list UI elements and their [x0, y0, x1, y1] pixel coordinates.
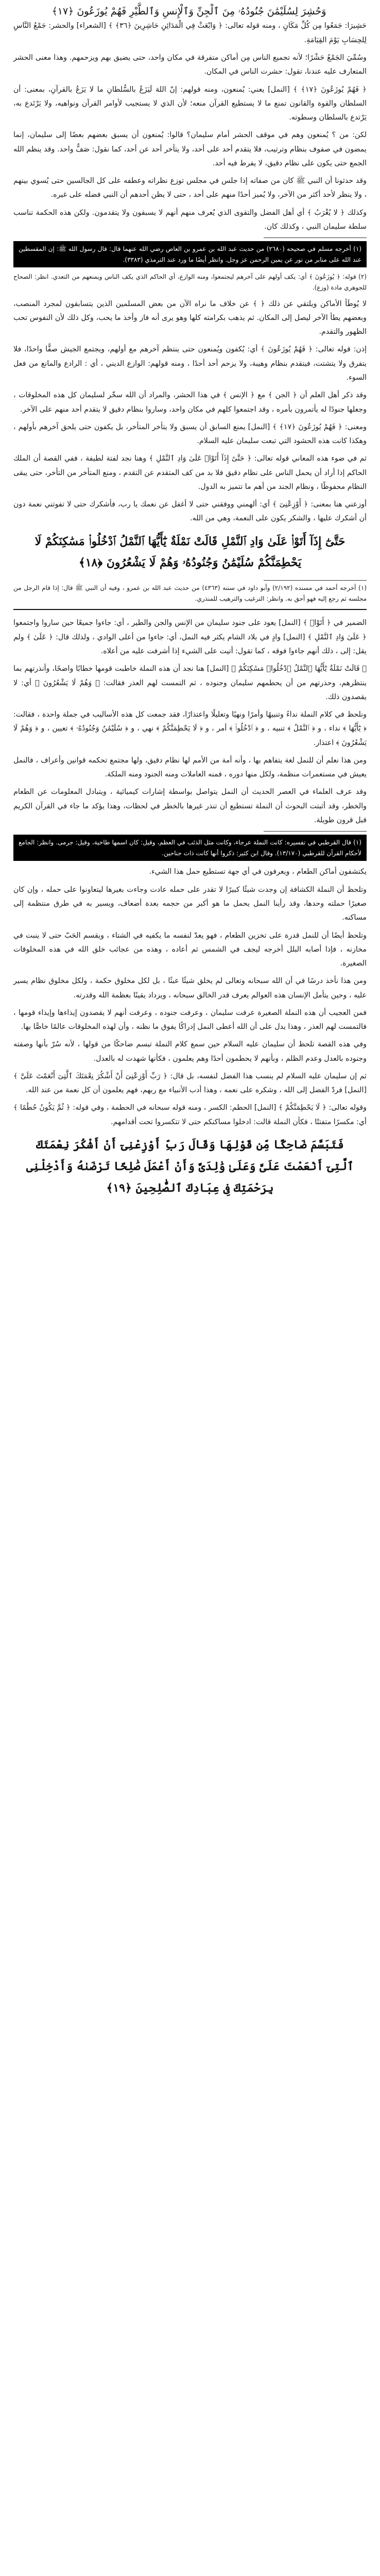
commentary-paragraph: ﴿ قَالَتْ نَمْلَةٌ يَٰٓأَيُّهَا ٱلنَّمْلُ ٱدْخُلُوا۟ مَسَٰكِنَكُمْ ﴾ [النمل] هنا نجد أن هذه النملة خاطبت قومها خطابًا واضحًا، وأنذرتهم بما ينتظرهم، وحذرتهم من أن يحطمهم سليمان وجنوده ، ثم التمست لهم العذر فقالت: ﴿ وَهُمْ لَا يَشْعُرُونَ ﴾ أي: لا يقصدون ذلك. [13, 665, 367, 701]
page-separator [13, 609, 367, 610]
commentary-paragraph: إذن: قوله تعالى: ﴿ فَهُمْ يُوزَعُونَ ﴾ أي: يُكفون ويُمنعون حتى ينتظم آخرهم مع أولهم، ويجتمع الجيش صفًّا واحدًا، فلا يتفرق ولا يتشتت، فيتقدم بنظام وهيبة، ولا يزحم أحد أحدًا ، ومنه قولهم: الوازع الديني ، أي : الرادع والمانع من فعل السوء. [13, 345, 367, 382]
commentary-paragraph: الضمير في ﴿ أَتَوْا۟ ﴾ [النمل] يعود على جنود سليمان من الإنس والجن والطير ، أي: جاءوا جميعًا حين ساروا واجتمعوا ﴿ عَلَىٰ وَادِ ٱلنَّمْلِ ﴾ [النمل] وادٍ في بلاد الشام يكثر فيه النمل، أي: جاءوا من أعلى الوادي ، ولذلك قال: ﴿ عَلَىٰ ﴾ ولم يقل: إلى ، ذلك أنهم جاءوا فوقه ، كما تقول: أتيت على الشيء إذا أشرفت عليه من أعلاه. [13, 619, 367, 656]
commentary-paragraph: لكن: من ؟ يُمنعون وهم في موقف الحشر أمام سليمان؟ قالوا: يُمنعون أن يسبق بعضهم بعضًا إلى سليمان، إنما يمضون في صفوف بنظام وترتيب، فلا يتقدم أحد على أحد، ولا يتأخر أحد عن أحد، كما نقول: صَفٌّ واحد. وقد ينظم الله الجمع حتى يكون على نظام دقيق، لا يفرط فيه أحد. [13, 131, 367, 167]
footnote: (٢) قوله: ﴿ يُوزَعُونَ ﴾ أي: يكف أولهم على آخرهم ليجتمعوا، ومنه الوازع، أي الحاكم الذي يكف الناس ويمنعهم من التعدي. انظر: الصحاح للجوهري مادة (وزع). [13, 273, 367, 292]
commentary-paragraph: وقد حدثونا أن النبي ﷺ كان من صفاته إذا جلس في مجلس توزع نظراته وعطفه على كل الجالسين حتى يُسوي بينهم ، ولا ينظر لأحد أكثر من الآخر، ولا يُميز أحدًا منهم على أحد ، حتى لا يظن أحدهم أن النبي فضله على غيره. [13, 177, 367, 199]
commentary-paragraph: ومن هذا نعلم أن للنمل لغة يتفاهم بها ، وأنه أمة من الأمم لها نظام دقيق، ولها مجتمع تحكمه قوانين وأعراف ، فالنمل يعيش في مستعمرات منظمة، ولكل منها دوره ، فمنه العاملات ومنه الجنود ومنه الملكة. [13, 756, 367, 779]
commentary-paragraph: ثم في ضوء هذه المعاني قوله تعالى: ﴿ حَتَّىٰٓ إِذَآ أَتَوْا۟ عَلَىٰ وَادِ ٱلنَّمْلِ ﴾ وهنا نجد لفتة لطيفة ، ففي القصة أن الملك الحاكم إذا أراد أن يحمل الناس على نظام دقيق فلا بد من كف المتقدم عن التقدم ، ومنع المتأخر من التأخر، حتى يبقى النظام محفوظًا ، ونظام الجند من أهم ما تتميز به الدول. [13, 454, 367, 491]
footnote-highlighted: (١) أخرجه مسلم في صحيحه (٢٦٨٠) من حديث عبد الله بن عمرو بن العاص رضي الله عنهما قال: قال رسول الله ﷺ: إن المقسطين عند الله على منابر من نور عن يمين الرحمن عز وجل. وانظر أيضًا ما ورد عند الترمذي (٣٣٨٣). [13, 241, 367, 267]
commentary-paragraph: وتلحظ أن النملة الكشافة إن وجدت شيئًا كبيرًا لا تقدر على حمله عادت وجاءت بغيرها ليتعاونوا على حمله ، وإن كان صغيرًا حملته وحدها، وقد رأينا النمل يحمل ما هو أكبر من حجمه بعدة أضعاف، ويسير به في طرق منتظمة إلى مساكنه. [13, 885, 367, 922]
quran-verse-calligraphy: حَتَّىٰٓ إِذَآ أَتَوْا۟ عَلَىٰ وَادِ ٱلنَّمْلِ قَالَتْ نَمْلَةٌ يَٰٓأَيُّهَا ٱلنَّمْلُ ٱدْخُلُوا۟ مَسَٰكِنَكُمْ لَا يَحْطِمَنَّكُمْ سُلَيْمَٰنُ وَجُنُودُهُۥ وَهُمْ لَا يَشْعُرُونَ ﴿١٨﴾ [34, 534, 346, 570]
verse-banner-text: وَحُشِرَ لِسُلَيْمَٰنَ جُنُودُهُۥ مِنَ ٱلْجِنِّ وَٱلْإِنسِ وَٱلطَّيْرِ فَهُمْ يُوزَعُونَ ﴿١٧﴾ [51, 6, 326, 17]
commentary-paragraph: أوزعني هنا بمعنى: ﴿ أَوْزِعْنِىٓ ﴾ أي: ألهمني ووفقني حتى لا أغفل عن نعمك يا رب، فأشكرك حتى لا تفوتني نعمة دون أن أشكرك عليها ، والشكر يكون على النعمة، وهي من الله. [13, 500, 367, 523]
commentary-paragraph: وقوله تعالى: ﴿ لَا يَحْطِمَنَّكُمْ ﴾ [النمل] الحطم: الكسر ، ومنه قوله سبحانه في الحطمة ، وفي قوله: ﴿ ثُمَّ يَكُونُ حُطَٰمًا ﴾ أي: مكسرًا متفتتًا ، فكأن النملة قالت: ادخلوا مساكنكم حتى لا تتكسروا تحت أقدامهم. [13, 1104, 367, 1126]
commentary-paragraph: وقد ذكر أهل العلم أن ﴿ الجن ﴾ مع ﴿ الإنس ﴾ في هذا الحشر، والمراد أن الله سخّر لسليمان كل هذه المخلوقات ، وجعلها جنودًا له يأتمرون بأمره ، وقد اجتمعوا كلهم في مكان واحد، وساروا بنظام دقيق لا يتقدم أحد منهم على الآخر. [13, 391, 367, 414]
commentary-paragraph: وسُمِّيَ الجَمْعُ حَشْرًا؛ لأنه تجميع الناس مِن أماكن متفرقة في مكان واحد، حتى يضيق بهم ويزحمهم. وهذا معنى الحشر المتعارف عليه عندنا، تقول: حشرت الناس في المكان. [13, 53, 367, 76]
commentary-paragraph: ثم إن سليمان عليه السلام لم ينسب هذا الفضل لنفسه، بل قال: ﴿ رَبِّ أَوْزِعْنِىٓ أَنْ أَشْكُرَ نِعْمَتَكَ ٱلَّتِىٓ أَنْعَمْتَ عَلَىَّ ﴾ [النمل] فردّ الفضل إلى الله ، وشكره على نعمه ، وهذا أدب الأنبياء مع ربهم، فهم يعلمون أن كل نعمة من عند الله. [13, 1072, 367, 1095]
commentary-paragraph: فمن العجيب أن هذه النملة الصغيرة عرفت سليمان ، وعرفت جنوده ، وعرفت أنهم لا يقصدون إيذاءها وإيذاء قومها ، فالتمست لهم العذر ، وهذا يدل على أن الله أعطى النمل إدراكًا يفوق ما نظنه ، وأن لهذه المخلوقات عالمًا خاصًّا بها. [13, 1008, 367, 1031]
commentary-paragraph: لا يُوطَأ الأماكن ويلتقي عن ذلك ﴿ ﴾ عن خلاف ما نراه الآن من بعض المسلمين الذين يتسابقون لمجرد المنصب، وبعضهم يطأ الآخر ليصل إلى المكان. ثم يذهب بكرامته كلها وهو يرى أنه فاز وأخذ ما يحب، وكل ذلك لأن النفوس تحب الظهور والتقدم. [13, 299, 367, 336]
commentary-paragraph: ونلحظ في كلام النملة نداءً وتنبيهًا وأمرًا ونهيًا وتعليلًا واعتذارًا، فقد جمعت كل هذه الأساليب في جملة واحدة ، فقالت: ﴿ يَٰٓأَيُّهَا ﴾ نداء ، و ﴿ ٱلنَّمْلُ ﴾ تنبيه ، و ﴿ ٱدْخُلُوا۟ ﴾ أمر ، و ﴿ لَا يَحْطِمَنَّكُمْ ﴾ نهي ، و ﴿ سُلَيْمَٰنُ وَجُنُودُهُۥ ﴾ تعيين ، و ﴿ وَهُمْ لَا يَشْعُرُونَ ﴾ اعتذار. [13, 710, 367, 747]
commentary-paragraph: يكتشفون أماكن الطعام ، ويعرفون في أي جهة تستطيع حمل هذا الشيء. [149, 868, 367, 876]
commentary-paragraph: وفي هذه القصة تلحظ أن سليمان عليه السلام حين سمع كلام النملة تبسم ضاحكًا من قولها ، لأنه سُرّ بأنها وصفته وجنوده بالعدل وعدم الظلم ، وبأنهم لا يحطمون أحدًا وهم يعلمون ، فكأنها شهدت له بالعدل. [13, 1040, 367, 1063]
footnote-highlighted: (١) قال القرطبي في تفسيره: كانت النملة عرجاء، وكانت مثل الذئب في العظم، وقيل: كان اسمها طاخية، وقيل: جرمى. وانظر: الجامع لأحكام القرآن للقرطبي (١٣/١٧٠). وقال ابن كثير: ذكروا أنها كانت ذات جناحين. [13, 835, 367, 861]
verse-banner [11, 0, 367, 19]
commentary-paragraph: حَشِيرَا: جَمَعُوا مِن كُلِّ مَكَانٍ ، ومنه قوله تعالى: ﴿ وَابْعَثْ فِي الْمَدَائِنِ حَاشِرِينَ ﴿٣٦﴾ ﴾ [الشعراء] والحشر: جَمْعُ النَّاسِ لِلحِسَابِ يَوْمَ القِيَامَةِ. [13, 22, 367, 44]
commentary-paragraph: وكذلك ﴿ لا يُغْرَبُ ﴾ أي أهل الفضل والتقوى الذي يُعرف منهم أنهم لا يسبقون ولا يتقدمون. ولكن هذه الحكمة تناسب سلطة سليمان النبي ، وكذلك كان. [13, 208, 367, 231]
footnote-divider [264, 580, 367, 581]
commentary-paragraph: ﴿ فَهُمْ يُوزَعُونَ ﴿١٧﴾ ﴾ [النمل] يعني: يُمنعون، ومنه قولهم: إنّ اللهَ لَيَزَعُ بالسُّلطانِ ما لا يَزَعُ بالقرآنِ، بمعنى: أن السلطان والقوة والقانون تمنع ما لا يستطيع القرآن منعه؛ لأن الذي لا يستجيب لأوامر القرآن ونواهيه، ولا يَرْتَدع به، يَرْتدع بالسلطان وسطوته. [13, 85, 367, 122]
commentary-paragraph: وقد عرف العلماء في العصر الحديث أن النمل يتواصل بواسطة إشارات كيميائية ، ويتبادل المعلومات عن الطعام والخطر، وقد أثبتت البحوث أن النملة تستطيع أن تنذر غيرها بالخطر في لحظات، وهذا يؤكد ما جاء في القرآن الكريم قبل قرون طويلة. [13, 788, 367, 824]
quran-verse-calligraphy: فَتَبَسَّمَ ضَاحِكًا مِّن قَوْلِهَا وَقَالَ رَبِّ أَوْزِعْنِىٓ أَنْ أَشْكُرَ نِعْمَتَكَ ٱلَّتِىٓ أَنْعَمْتَ عَلَىَّ وَعَلَىٰ وَٰلِدَىَّ وَأَنْ أَعْمَلَ صَٰلِحًا تَرْضَىٰهُ وَأَدْخِلْنِى بِرَحْمَتِكَ فِى عِبَادِكَ ٱلصَّٰلِحِينَ ﴿١٩﴾ [26, 1138, 354, 1195]
commentary-paragraph: ومن هذا نأخذ درسًا في أن الله سبحانه وتعالى لم يخلق شيئًا عبثًا ، بل لكل مخلوق حكمة ، ولكل مخلوق نظام يسير عليه ، وحين يتأمل الإنسان هذه العوالم يعرف قدر الخالق سبحانه ، ويزداد يقينًا بعظمة الله وقدرته. [13, 977, 367, 999]
commentary-paragraph: ومعنى: ﴿ فَهُمْ يُوزَعُونَ ﴿١٧﴾ ﴾ [النمل] يمنع السابق أن يسبق ولا يتأخر المتأخر، بل يكفون حتى يلحق آخرهم بأولهم ، وهكذا كانت هذه الحشود التي تبعت سليمان عليه السلام. [13, 422, 367, 446]
footnote: (١) أخرجه أحمد في مسنده (٢/١٩٢) وأبو داود في سننه (٤٣٦٣) من حديث عبد الله بن عمرو ، وفيه أن النبي ﷺ قال: إذا قام الرجل من مجلسه ثم رجع إليه فهو أحق به. وانظر: الترغيب والترهيب للمنذري. [13, 584, 367, 602]
page-content [13, 19, 367, 1199]
commentary-paragraph: وتلحظ أيضًا أن للنمل قدرة على تخزين الطعام ، فهو يعدّ لنفسه ما يكفيه في الشتاء ، ويقسم الحَبّ حتى لا ينبت في مخازنه ، فإذا أصابه البلل أخرجه ليجف في الشمس ثم أعاده ، وهذه من عجائب خلق الله في هذه المخلوقات الصغيرة. [13, 931, 367, 968]
footnote-divider [264, 831, 367, 832]
